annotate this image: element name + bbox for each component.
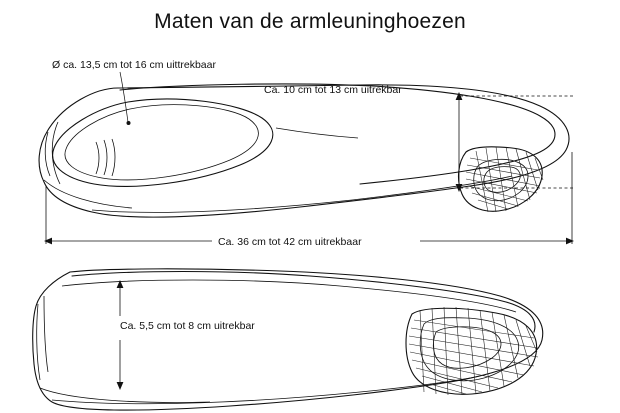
label-height-top: Ca. 10 cm tot 13 cm uitrekbar <box>264 84 402 96</box>
side-view-drawing <box>33 269 543 410</box>
page-title: Maten van de armleuninghoezen <box>154 10 466 33</box>
label-diameter: Ø ca. 13,5 cm tot 16 cm uittrekbaar <box>52 59 216 71</box>
label-length: Ca. 36 cm tot 42 cm uitrekbaar <box>218 236 362 248</box>
label-height-bottom: Ca. 5,5 cm tot 8 cm uitrekbar <box>120 320 255 332</box>
top-view-drawing <box>39 84 569 217</box>
